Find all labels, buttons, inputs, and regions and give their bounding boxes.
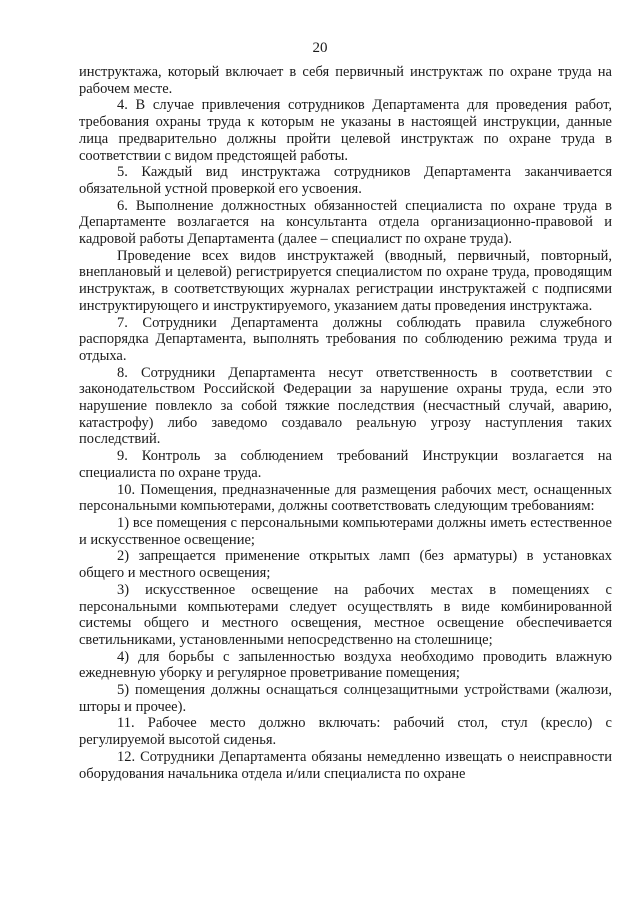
list-item-2: 2) запрещается применение открытых ламп (без арматуры) в установках общего и местного освещения; [79, 548, 612, 582]
paragraph-item-9: 9. Контроль за соблюдением требований Инструкции возлагается на специалиста по охране труда. [79, 448, 612, 481]
list-item-4: 4) для борьбы с запыленностью воздуха необходимо проводить влажную ежедневную уборку и регулярное проветривание помещения; [79, 648, 612, 682]
paragraph-instruction-registration: Проведение всех видов инструктажей (вводный, первичный, повторный, внеплановый и целевой) регистрируется специалистом по охране труда, проводящим инструктаж, в соответствующих журналах регистрации инструктажей с подписями инструктирующего и инструктируемого, указанием даты проведения инструктажа. [79, 247, 612, 314]
list-item-5: 5) помещения должны оснащаться солнцезащитными устройствами (жалюзи, шторы и прочее). [79, 682, 612, 715]
paragraph-item-11: 11. Рабочее место должно включать: рабочий стол, стул (кресло) с регулируемой высотой сиденья. [79, 715, 612, 749]
paragraph-item-6: 6. Выполнение должностных обязанностей специалиста по охране труда в Департаменте возлагается на консультанта отдела организационно-правовой и кадровой работы Департамента (далее – специалист по охране труда). [79, 197, 612, 248]
paragraph-item-4: 4. В случае привлечения сотрудников Департамента для проведения работ, требования охраны труда к которым не указаны в настоящей инструкции, данные лица предварительно должны пройти целевой инструктаж по охране труда в соответствии с видом предстоящей работы. [79, 97, 612, 164]
paragraph-continuation: инструктажа, который включает в себя первичный инструктаж по охране труда на рабочем месте. [79, 64, 612, 97]
list-item-3: 3) искусственное освещение на рабочих местах в помещениях с персональными компьютерами следует осуществлять в виде комбинированной системы общего и местного освещения, местное освещение обеспечивается светильниками, установленными непосредственно на столешнице; [79, 581, 612, 648]
list-item-1: 1) все помещения с персональными компьютерами должны иметь естественное и искусственное освещение; [79, 514, 612, 548]
paragraph-item-5: 5. Каждый вид инструктажа сотрудников Департамента заканчивается обязательной устной проверкой его усвоения. [79, 164, 612, 197]
document-body [79, 64, 612, 782]
paragraph-item-8: 8. Сотрудники Департамента несут ответственность в соответствии с законодательством Российской Федерации за нарушение охраны труда, если это нарушение повлекло за собой тяжкие последствия (несчастный случай, аварию, катастрофу) либо заведомо создавало реальную угрозу наступления таких последствий. [79, 364, 612, 448]
paragraph-item-7: 7. Сотрудники Департамента должны соблюдать правила служебного распорядка Департамента, выполнять требования по соблюдению режима труда и отдыха. [79, 314, 612, 364]
page-number: 20 [312, 40, 328, 56]
paragraph-item-12: 12. Сотрудники Департамента обязаны немедленно извещать о неисправности оборудования начальника отдела и/или специалиста по охране [79, 748, 612, 782]
paragraph-item-10: 10. Помещения, предназначенные для размещения рабочих мест, оснащенных персональными компьютерами, должны соответствовать следующим требованиям: [79, 481, 612, 515]
